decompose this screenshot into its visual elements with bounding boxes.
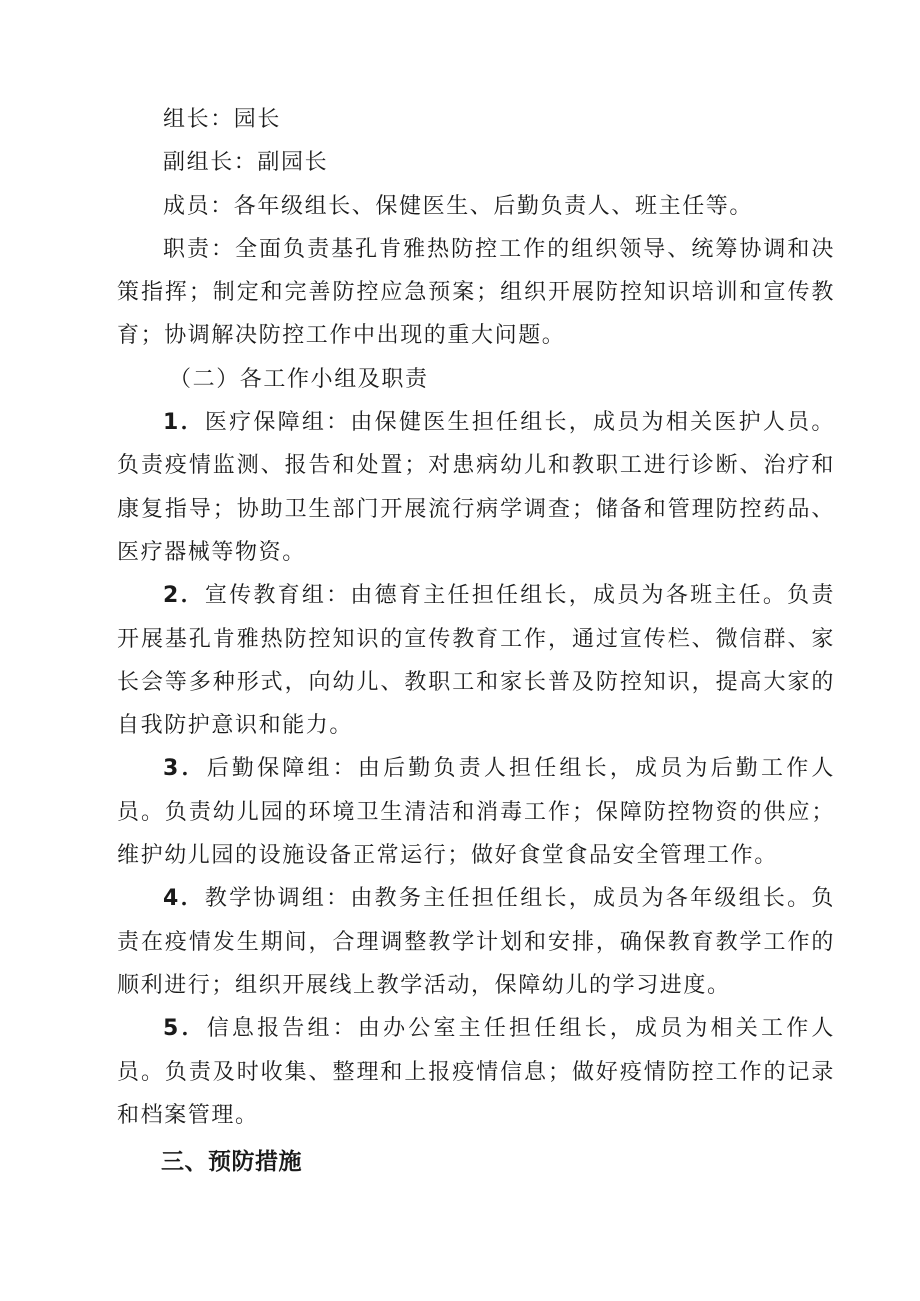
duties-paragraph: 职责：全面负责基孔肯雅热防控工作的组织领导、统筹协调和决策指挥；制定和完善防控应急预案；组织开展防控知识培训和宣传教育；协调解决防控工作中出现的重大问题。 <box>117 236 835 349</box>
group-paragraph-teaching <box>117 877 835 1007</box>
leader-line: 组长：园长 <box>163 107 282 132</box>
group-paragraph-logistics <box>117 747 835 877</box>
group-number: 3． <box>163 756 207 782</box>
group-text: 医疗保障组：由保健医生担任组长，成员为相关医护人员。负责疫情监测、报告和处置；对患病幼儿和教职工进行诊断、治疗和康复指导；协助卫生部门开展流行病学调查；储备和管理防控药品、医疗器械等物资。 <box>117 410 835 565</box>
document-body <box>117 98 835 1184</box>
group-paragraph-medical <box>117 401 835 574</box>
group-number: 1． <box>163 410 205 436</box>
group-text: 教学协调组：由教务主任担任组长，成员为各年级组长。负责在疫情发生期间，合理调整教学计划和安排，确保教育教学工作的顺利进行；组织开展线上教学活动，保障幼儿的学习进度。 <box>117 886 835 998</box>
group-text: 信息报告组：由办公室主任担任组长，成员为相关工作人员。负责及时收集、整理和上报疫情信息；做好疫情防控工作的记录和档案管理。 <box>117 1016 835 1128</box>
deputy-leader-line: 副组长：副园长 <box>163 150 329 176</box>
section-two-heading: （二）各工作小组及职责 <box>169 366 429 392</box>
group-paragraph-information <box>117 1007 835 1137</box>
group-number: 2． <box>163 583 205 609</box>
members-line: 成员：各年级组长、保健医生、后勤负责人、班主任等。 <box>163 193 754 219</box>
group-text: 后勤保障组：由后勤负责人担任组长，成员为后勤工作人员。负责幼儿园的环境卫生清洁和消毒工作；保障防控物资的供应；维护幼儿园的设施设备正常运行；做好食堂食品安全管理工作。 <box>117 756 835 869</box>
group-number: 4． <box>163 886 205 912</box>
group-paragraph-publicity <box>117 574 835 747</box>
section-three-heading: 三、预防措施 <box>161 1149 302 1176</box>
group-text: 宣传教育组：由德育主任担任组长，成员为各班主任。负责开展基孔肯雅热防控知识的宣传教育工作，通过宣传栏、微信群、家长会等多种形式，向幼儿、教职工和家长普及防控知识，提高大家的自我防护意识和能力。 <box>117 583 835 739</box>
group-number: 5． <box>163 1016 207 1042</box>
